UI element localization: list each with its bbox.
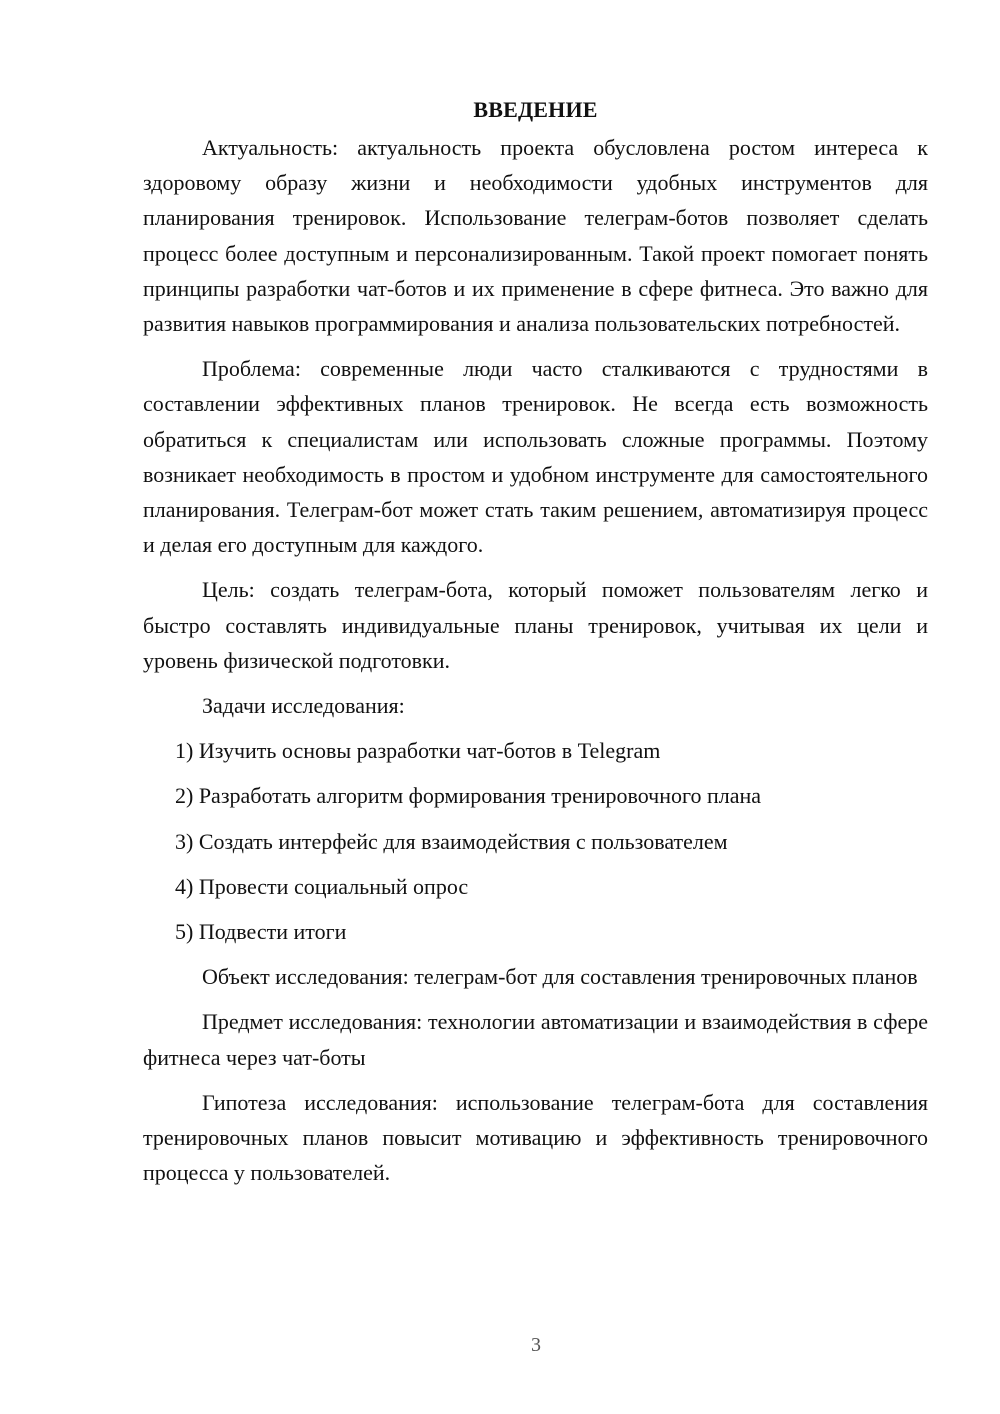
list-item: 3) Создать интерфейс для взаимодействия с пользователем [175,828,728,854]
object-paragraph: Объект исследования: телеграм-бот для составления тренировочных планов [202,964,918,990]
tasks-title: Задачи исследования: [202,693,405,719]
list-item: 4) Провести социальный опрос [175,873,469,899]
list-item: 5) Подвести итоги [175,919,347,945]
relevance-paragraph: Актуальность: актуальность проекта обусловлена ростом интереса к здоровому образу жизни и необходимости удобных инструментов для планирования тренировок. Использование телеграм-ботов позволяет сделать процесс более доступным и персонализированным. Такой проект помогает понять принципы разработки чат-ботов и их применение в сфере фитнеса. Это важно для развития навыков программирования и анализа пользовательских потребностей. [143,135,928,337]
page-number: 3 [531,1334,541,1356]
tasks-list [143,733,928,949]
goal-paragraph: Цель: создать телеграм-бота, который поможет пользователям легко и быстро составлять индивидуальные планы тренировок, учитывая их цели и уровень физической подготовки. [143,577,928,673]
list-item: 1) Изучить основы разработки чат-ботов в Telegram [175,738,661,764]
document-page [143,92,928,1190]
hypothesis-paragraph: Гипотеза исследования: использование телеграм-бота для составления тренировочных планов повысит мотивацию и эффективность тренировочного процесса у пользователей. [143,1089,928,1186]
subject-paragraph: Предмет исследования: технологии автоматизации и взаимодействия в сфере фитнеса через чат-боты [143,1009,928,1070]
problem-paragraph: Проблема: современные люди часто сталкиваются с трудностями в составлении эффективных планов тренировок. Не всегда есть возможность обратиться к специалистам или использовать сложные программы. Поэтому возникает необходимость в простом и удобном инструменте для самостоятельного планирования. Телеграм-бот может стать таким решением, автоматизируя процесс и делая его доступным для каждого. [143,356,928,558]
list-item: 2) Разработать алгоритм формирования тренировочного плана [175,783,762,809]
section-heading: ВВЕДЕНИЕ [473,97,598,122]
